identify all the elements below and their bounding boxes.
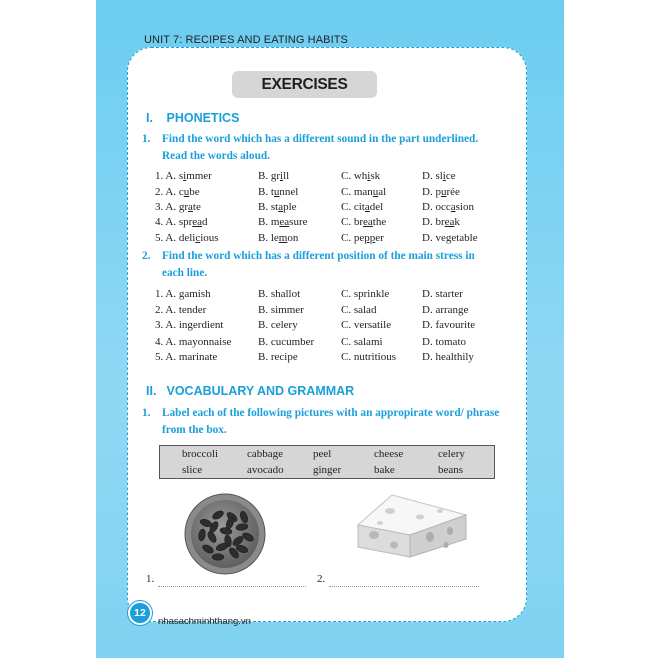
section-number: I. [146,111,153,125]
underlined-part: i [183,170,187,182]
answer-option[interactable]: D. healthily [422,351,474,363]
underlined-part: pp [364,232,376,244]
website-footer: nhasachminhthang.vn [158,616,251,627]
instruction-line: Find the word which has a different sound in the part underlined. [162,133,479,145]
answer-option[interactable]: C. sprinkle [341,288,390,300]
cheese-icon [350,487,468,559]
task-instruction-2 [142,248,518,282]
answer-option[interactable]: D. slice [422,170,456,182]
underlined-part: ea [279,216,290,228]
answer-option[interactable]: B. lemon [258,232,299,244]
word-box-item: broccoli [182,448,219,460]
answer-option[interactable]: D. purée [422,186,460,198]
answer-option[interactable]: D. tomato [422,336,466,348]
answer-option[interactable]: B. recipe [258,351,298,363]
underlined-part: i [280,170,284,182]
answer-option[interactable]: 3. A. ingerdient [155,319,224,331]
exercises-title: EXERCISES [232,71,377,98]
answer-option[interactable]: D. starter [422,288,463,300]
instruction-line: each line. [162,267,208,279]
answer-option[interactable]: D. break [422,216,460,228]
underlined-part: ea [363,216,373,228]
task-number: 1. [142,407,151,419]
answer-line[interactable] [158,586,306,587]
answer-option[interactable]: C. manual [341,186,387,198]
answer-option[interactable]: 5. A. delicious [155,232,219,244]
answer-option[interactable]: C. whisk [341,170,381,182]
picture-label: 2. [317,573,326,585]
answer-option[interactable]: C. salad [341,304,377,316]
underlined-part: i [442,170,446,182]
word-box-item: celery [438,448,465,460]
answer-option[interactable]: 1. A. simmer [155,170,212,182]
answer-option[interactable]: B. grill [258,170,290,182]
answer-option[interactable]: B. measure [258,216,308,228]
word-box-item: bake [374,464,395,476]
section-title: VOCABULARY AND GRAMMAR [166,384,355,398]
task-instruction-3 [142,405,518,439]
answer-option[interactable]: 5. A. marinate [155,351,218,363]
task-number: 2. [142,250,151,262]
bean-shape [212,554,224,561]
answer-option[interactable]: D. arrange [422,304,469,316]
answer-option[interactable]: B. celery [258,319,298,331]
underlined-part: ea [192,216,203,228]
underlined-part: a [278,201,284,213]
answer-option[interactable]: D. vegetable [422,232,478,244]
answer-option[interactable]: 3. A. grate [155,201,201,213]
instruction-line: Read the words aloud. [162,150,270,162]
answer-option[interactable]: C. citadel [341,201,384,213]
task-instruction-1 [142,131,518,165]
underlined-part: g [445,232,452,244]
answer-option[interactable]: C. nutritious [341,351,397,363]
word-box-item: cabbage [247,448,284,460]
word-box-item: avocado [247,464,284,476]
answer-option[interactable]: C. versatile [341,319,392,331]
answer-option[interactable]: B. simmer [258,304,304,316]
page-number-badge: 12 [128,601,152,625]
beans-bowl-icon [184,493,266,575]
task-number: 1. [142,133,151,145]
word-box [159,445,495,479]
section-title: PHONETICS [166,111,240,125]
answer-option[interactable]: 1. A. gamish [155,288,211,300]
section-phonetics-heading [146,111,239,125]
picture-label: 1. [146,573,155,585]
answer-option[interactable]: C. pepper [341,232,384,244]
answer-option[interactable]: B. shallot [258,288,301,300]
word-box-item: peel [313,448,332,460]
answer-option[interactable]: C. salami [341,336,383,348]
underlined-part: a [450,201,456,213]
underlined-part: ea [444,216,455,228]
answer-option[interactable]: B. cucumber [258,336,315,348]
underlined-part: u [372,186,379,198]
answer-option[interactable]: 4. A. mayonnaise [155,336,232,348]
underlined-part: a [188,201,193,213]
section-number: II. [146,384,157,398]
word-box-item: beans [438,464,464,476]
word-box-item: slice [182,464,203,476]
answer-option[interactable]: 2. A. tender [155,304,207,316]
answer-option[interactable]: B. staple [258,201,297,213]
underlined-part: m [278,232,288,244]
underlined-part: a [364,201,370,213]
underlined-part: u [273,186,280,198]
answer-option[interactable]: D. favourite [422,319,476,331]
section-vocabulary-heading [146,384,354,398]
answer-option[interactable]: C. breathe [341,216,387,228]
answer-option[interactable]: 4. A. spread [155,216,208,228]
answer-line[interactable] [329,586,479,587]
answer-option[interactable]: B. tunnel [258,186,299,198]
unit-title: UNIT 7: RECIPES AND EATING HABITS [144,34,348,46]
underlined-part: u [183,186,190,198]
underlined-part: i [367,170,371,182]
underlined-part: u [440,186,447,198]
instruction-line: from the box. [162,424,227,436]
underlined-part: c [195,232,201,244]
word-box-item: cheese [374,448,404,460]
instruction-line: Find the word which has a different position of the main stress in [162,250,475,262]
answer-option[interactable]: D. occasion [422,201,474,213]
word-box-item: ginger [313,464,342,476]
answer-option[interactable]: 2. A. cube [155,186,200,198]
instruction-line: Label each of the following pictures with an appropirate word/ phrase [162,407,500,419]
